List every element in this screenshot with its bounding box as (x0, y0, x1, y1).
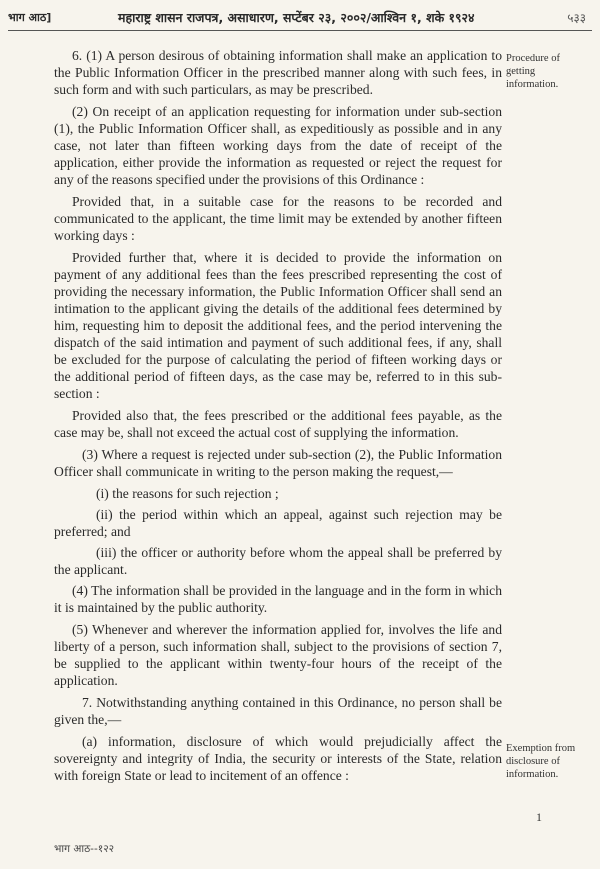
part-label: भाग आठ] (8, 11, 52, 24)
page-header (8, 6, 592, 31)
section-6-sub-2: (2) On receipt of an application requesting for information under sub-section (1), the Public Information Officer shall, as expeditiously as possible and in any case, not later than fifteen working days from the date of receipt of the application, either provide the information as requested or reject the request for any of the reasons specified under the provisions of this Ordinance : (54, 104, 502, 187)
side-mark: 1 (536, 810, 542, 824)
clause-i: (i) the reasons for such rejection ; (96, 486, 279, 501)
page-number: ५३३ (567, 11, 586, 25)
proviso-2: Provided further that, where it is decided to provide the information on payment of any additional fees than the fees prescribed representing the cost of providing the necessary information, the Public Information Officer shall send an intimation to the applicant giving the details of the additional fees determined by him, requesting him to deposit the additional fees, and the period intervening the dispatch of the said intimation and payment of such additional fees, if any, shall be excluded for the purpose of calculating the period of fifteen working days or the additional period of fifteen days, as the case may be, referred to in this sub-section : (54, 250, 502, 401)
section-6-sub-3: (3) Where a request is rejected under sub-section (2), the Public Information Officer shall communicate in writing to the person making the request,— (54, 447, 502, 479)
proviso-1: Provided that, in a suitable case for the reasons to be recorded and communicated to the applicant, the time limit may be extended by another fifteen working days : (54, 194, 502, 243)
margin-note-section-7: Exemption from disclosure of information. (506, 743, 576, 780)
section-6-sub-5: (5) Whenever and wherever the information applied for, involves the life and liberty of a person, such information shall, subject to the provisions of section 7, be supplied to the applicant within twenty-four hours of the receipt of the application. (54, 622, 502, 688)
section-7: 7. Notwithstanding anything contained in this Ordinance, no person shall be given the,— (54, 695, 502, 727)
section-6-sub-1: 6. (1) A person desirous of obtaining information shall make an application to the Public Information Officer in the prescribed manner along with such fees, in such form and with such particulars, as may be prescribed. (54, 48, 502, 97)
proviso-3: Provided also that, the fees prescribed or the additional fees payable, as the case may be, shall not exceed the actual cost of supplying the information. (54, 408, 502, 440)
page-footer: भाग आठ--१२२ (54, 843, 115, 855)
gazette-title: महाराष्ट्र शासन राजपत्र, असाधारण, सप्टेंबर २३, २००२/आश्विन १, शके १९२४ (118, 10, 475, 25)
section-7-clause-a: (a) information, disclosure of which would prejudicially affect the sovereignty and integrity of India, the security or interests of the State, relation with foreign State or lead to incitement of an offence : (54, 734, 502, 783)
ordinance-text (54, 47, 502, 789)
clause-iii: (iii) the officer or authority before whom the appeal shall be preferred by the applicant. (54, 545, 502, 577)
section-6-sub-4: (4) The information shall be provided in the language and in the form in which it is maintained by the public authority. (54, 583, 502, 615)
margin-note-section-6: Procedure of getting information. (506, 53, 560, 90)
clause-ii: (ii) the period within which an appeal, against such rejection may be preferred; and (54, 507, 502, 539)
